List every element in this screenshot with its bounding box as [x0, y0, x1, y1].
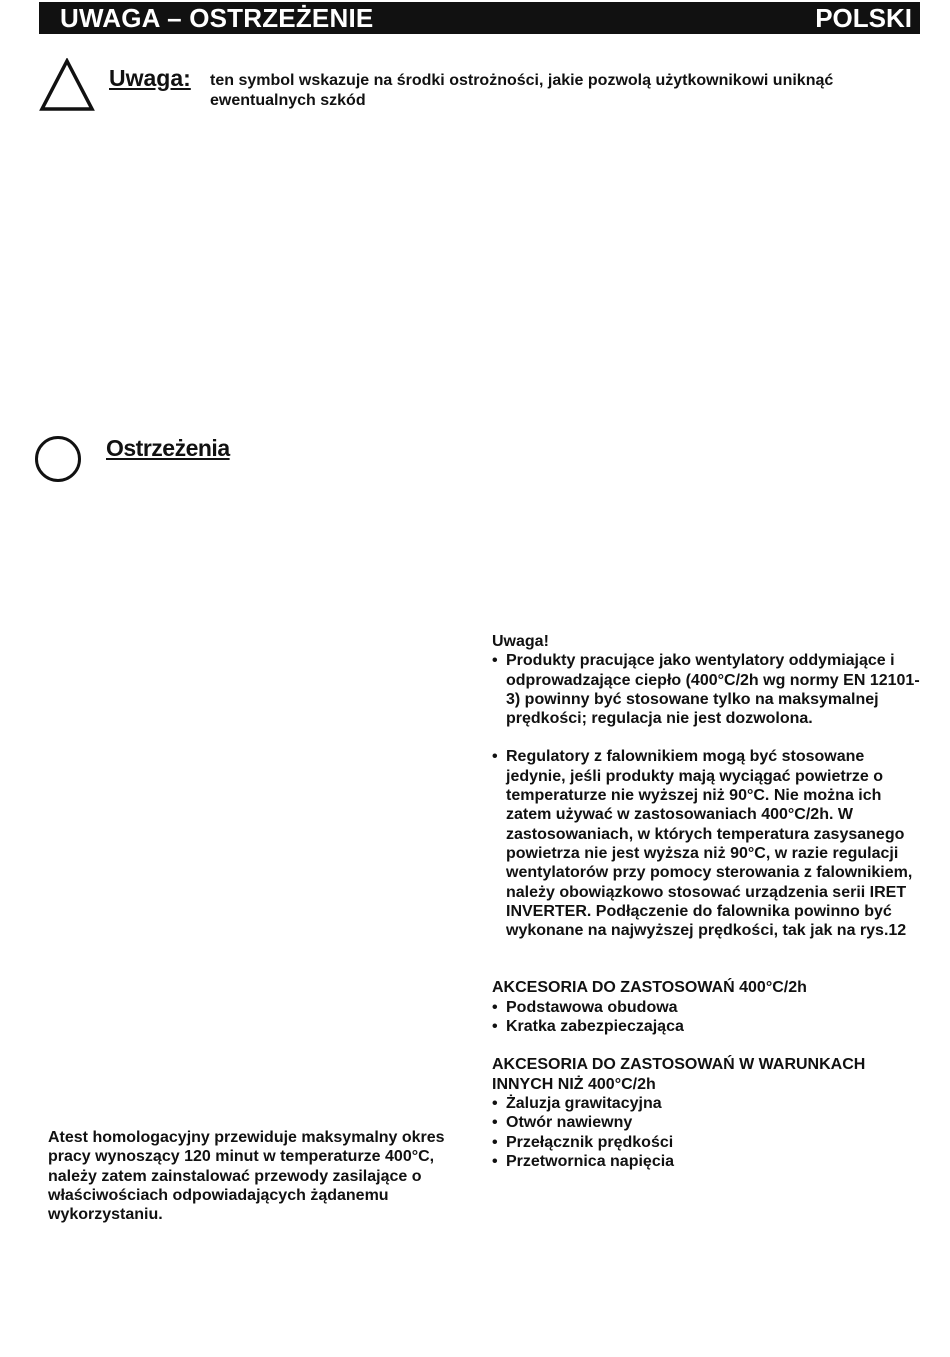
- homologation-note: Atest homologacyjny przewiduje maksymalny okres pracy wynoszący 120 minut w temperaturze 400°C, należy zatem zainstalować przewody zasilające o właściwościach odpowiadających żądanemu wykorzystaniu.: [48, 1129, 445, 1224]
- list-item: • Otwór nawiewny: [492, 1113, 922, 1132]
- circle-icon: [35, 436, 81, 482]
- accessories-400-list: [492, 998, 922, 1037]
- attention-label: Uwaga!: [492, 633, 549, 650]
- note-heading: Uwaga:: [109, 65, 191, 91]
- right-column: [492, 632, 922, 1171]
- list-item: • Podstawowa obudowa: [492, 998, 922, 1017]
- accessories-other-heading: AKCESORIA DO ZASTOSOWAŃ W WARUNKACH INNYCH NIŻ 400°C/2h: [492, 1056, 866, 1093]
- warning-triangle-icon: [39, 58, 95, 112]
- list-item: • Przetwornica napięcia: [492, 1152, 922, 1171]
- header-bar: [39, 2, 920, 34]
- page-title: UWAGA – OSTRZEŻENIE: [60, 3, 374, 33]
- list-item: • Żaluzja grawitacyjna: [492, 1094, 922, 1113]
- attention-item: • Regulatory z falownikiem mogą być stosowane jedynie, jeśli produkty mają wyciągać powietrze o temperaturze nie wyższej niż 90°C. Nie można ich zatem używać w zastosowaniach 400°C/2h. W zastosowaniach, w których temperatura zasysanego powietrza nie jest wyższa niż 90°C, w razie regulacji wentylatorów przy pomocy sterowania z falownikiem, należy obowiązkowo stosować urządzenia serii IRET INVERTER. Podłączenie do falownika powinno być wykonane na najwyższej prędkości, tak jak na rys.12: [492, 747, 922, 940]
- note-text: ten symbol wskazuje na środki ostrożności, jakie pozwolą użytkownikowi uniknąć ewentualnych szkód: [210, 72, 834, 109]
- list-item: • Przełącznik prędkości: [492, 1133, 922, 1152]
- list-item: • Kratka zabezpieczająca: [492, 1017, 922, 1036]
- warnings-heading: Ostrzeżenia: [106, 435, 230, 461]
- attention-list: [492, 651, 922, 940]
- accessories-400-heading: AKCESORIA DO ZASTOSOWAŃ 400°C/2h: [492, 979, 807, 997]
- attention-item: • Produkty pracujące jako wentylatory oddymiające i odprowadzające ciepło (400°C/2h wg normy EN 12101-3) powinny być stosowane tylko na maksymalnej prędkości; regulacja nie jest dozwolona.: [492, 651, 922, 728]
- language-label: POLSKI: [815, 3, 912, 33]
- accessories-other-list: [492, 1094, 922, 1171]
